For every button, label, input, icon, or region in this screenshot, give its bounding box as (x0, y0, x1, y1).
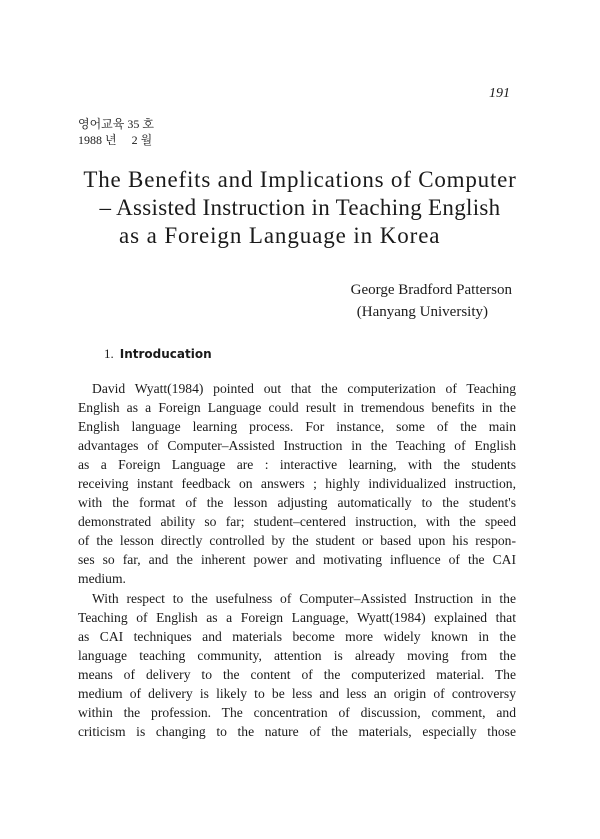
text-line: receiving instant feedback on answers ; highly individualized instruction, (78, 476, 516, 492)
text-line: medium of delivery is likely to be less and less an origin of controversy (78, 685, 516, 701)
title-line-2: – Assisted Instruction in Teaching English (99, 195, 501, 220)
text-line: criticism is changing to the nature of the materials, especially those (78, 723, 516, 739)
text-line: within the profession. The concentration of discussion, comment, and (78, 704, 516, 720)
paper-title (40, 166, 560, 250)
text-line: advantages of Computer–Assisted Instruction in the Teaching of English (78, 438, 516, 454)
text-line: of the lesson directly controlled by the student or based upon his respon- (78, 533, 516, 549)
text-line: as a Foreign Language are : interactive learning, with the students (78, 457, 516, 473)
text-line: David Wyatt(1984) pointed out that the computerization of Teaching (92, 381, 516, 396)
page-number: 191 (489, 86, 510, 101)
section-heading (104, 346, 212, 362)
text-line: with the format of the lesson adjusting automatically to the student's (78, 495, 516, 511)
author-name: George Bradford Patterson (350, 282, 512, 298)
text-line: means of delivery to the content of the computerized material. The (78, 666, 516, 682)
journal-date: 1988 년 2 월 (78, 133, 153, 147)
journal-issue: 영어교육 35 호 (78, 117, 154, 131)
author-affiliation: (Hanyang University) (356, 304, 488, 320)
title-line-1: The Benefits and Implications of Computer (83, 167, 517, 192)
section-number: 1. (104, 346, 114, 361)
title-line-3: as a Foreign Language in Korea (119, 223, 441, 248)
paragraph-2 (78, 589, 516, 741)
paragraph-1 (78, 379, 516, 589)
body-text (78, 379, 516, 741)
section-title: Introducation (119, 347, 212, 361)
text-line: language teaching community, attention is already moving from the (78, 647, 516, 663)
text-line: With respect to the usefulness of Computer–Assisted Instruction in the (92, 590, 516, 606)
journal-meta (78, 116, 154, 148)
text-line: Teaching of English as a Foreign Language, Wyatt(1984) explained that (78, 609, 516, 625)
text-line: English language learning process. For instance, some of the main (78, 419, 516, 435)
text-line: ses so far, and the inherent power and motivating influence of the CAI (78, 552, 516, 568)
text-line: medium. (78, 571, 126, 587)
text-line: English as a Foreign Language could result in tremendous benefits in the (78, 400, 516, 416)
text-line: demonstrated ability so far; student–centered instruction, with the speed (78, 514, 516, 530)
text-line: as CAI techniques and materials become more widely known in the (78, 628, 516, 644)
